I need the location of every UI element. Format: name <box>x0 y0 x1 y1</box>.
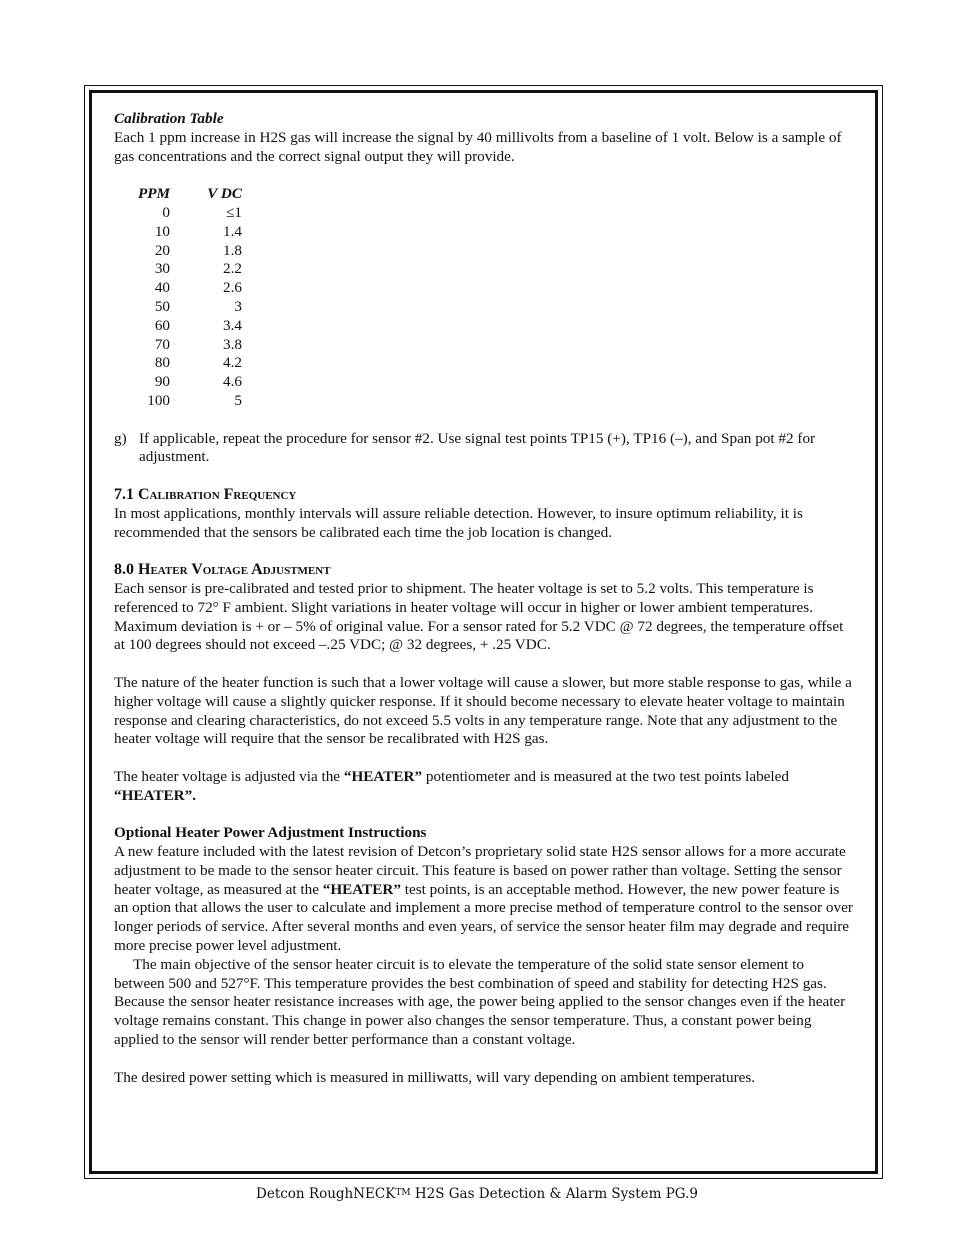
vdc-cell: 3 <box>234 297 242 315</box>
table-row <box>134 242 242 261</box>
ppm-cell: 40 <box>154 279 170 297</box>
table-row <box>134 223 242 242</box>
p3-text-a: The heater voltage is adjusted via the <box>114 767 344 785</box>
opt-p1-text-c: test points, is an acceptable method. However, the new power feature is an option that allows the user to calculate and implement a more precise method of temperature control to the sensor over longer periods of service. After several months and even years, of service the sensor heater film may degrade and require more precise power level adjustment. <box>114 880 853 955</box>
ppm-cell: 70 <box>154 335 170 353</box>
page-footer <box>0 1184 954 1204</box>
table-row <box>134 354 242 373</box>
heater-term-2: “HEATER”. <box>114 786 196 804</box>
ppm-cell: 90 <box>154 373 170 391</box>
heater-term-1: “HEATER” <box>343 767 423 785</box>
table-row <box>134 336 242 355</box>
ppm-cell: 100 <box>147 391 170 409</box>
vdc-cell: 4.2 <box>223 354 242 372</box>
table-row <box>134 260 242 279</box>
ppm-cell: 10 <box>154 222 170 240</box>
section-8-0-heading: 8.0 Heater Voltage Adjustment <box>114 561 331 579</box>
section-7-1-heading: 7.1 Calibration Frequency <box>114 485 297 503</box>
ppm-cell: 20 <box>154 241 170 259</box>
footer-suffix: H2S Gas Detection & Alarm System PG.9 <box>410 1186 698 1202</box>
step-g <box>114 430 856 468</box>
vdc-cell: 3.4 <box>223 316 242 334</box>
table-header-vdc: V DC <box>207 185 242 203</box>
calibration-title: Calibration Table <box>114 110 224 127</box>
vdc-cell: 1.4 <box>223 222 242 240</box>
table-header-ppm: PPM <box>137 185 170 203</box>
table-header-row <box>134 185 242 204</box>
optional-paragraph-1 <box>114 843 856 956</box>
section-8-0-paragraph-2: The nature of the heater function is such that a lower voltage will cause a slower, but more stable response to gas, while a higher voltage will cause a slightly quicker response. If it should become necessary to elevate heater voltage to maintain response and clearing characteristics, do not exceed 5.5 volts in any temperature range. Note that any adjustment to the heater voltage will require that the sensor be recalibrated with H2S gas. <box>114 673 852 748</box>
ppm-cell: 30 <box>154 260 170 278</box>
section-8-0-paragraph-1: Each sensor is pre-calibrated and tested prior to shipment. The heater voltage is set to 5.2 volts. This temperature is referenced to 72° F ambient. Slight variations in heater voltage will occur in higher or lower ambient temperatures. Maximum deviation is + or – 5% of original value. For a sensor rated for 5.2 VDC @ 72 degrees, the temperature offset at 100 degrees should not exceed –.25 VDC; @ 32 degrees, + .25 VDC. <box>114 579 844 654</box>
table-row <box>134 392 242 411</box>
footer-trademark: TM <box>395 1188 411 1198</box>
ppm-cell: 80 <box>154 354 170 372</box>
ppm-cell: 50 <box>154 297 170 315</box>
calibration-table <box>134 185 242 411</box>
ppm-cell: 0 <box>162 203 170 221</box>
ppm-cell: 60 <box>154 316 170 334</box>
heater-term-3: “HEATER” <box>322 880 401 898</box>
optional-heading: Optional Heater Power Adjustment Instructions <box>114 824 427 842</box>
calibration-table-body <box>134 204 242 411</box>
section-7-1-body: In most applications, monthly intervals will assure reliable detection. However, to insure optimum reliability, it is recommended that the sensors be calibrated each time the job location is changed. <box>114 504 803 541</box>
vdc-cell: 3.8 <box>223 335 242 353</box>
opt-p1-text-a: A new feature included with the latest revision of Detcon’s proprietary solid state H2S sensor allows for a more accurate adjustment to be made to the sensor heater circuit. This feature is based on power rather than voltage. Setting the sensor heater voltage, as measured at the <box>114 843 846 898</box>
optional-paragraph-3: The desired power setting which is measured in milliwatts, will vary depending on ambient temperatures. <box>114 1068 756 1086</box>
step-g-label: g) <box>114 429 127 447</box>
table-row <box>134 373 242 392</box>
table-row <box>134 204 242 223</box>
footer-prefix: Detcon RoughNECK <box>256 1186 396 1202</box>
table-row <box>134 298 242 317</box>
vdc-cell: 1.8 <box>223 241 242 259</box>
page-content <box>114 110 856 1087</box>
p3-text-c: potentiometer and is measured at the two test points labeled <box>422 767 789 785</box>
vdc-cell: 4.6 <box>223 373 242 391</box>
section-8-0-paragraph-3 <box>114 768 856 806</box>
vdc-cell: 2.6 <box>223 279 242 297</box>
optional-paragraph-2: The main objective of the sensor heater circuit is to elevate the temperature of the solid state sensor element to between 500 and 527°F. This temperature provides the best combination of speed and stability for detecting H2S gas. Because the sensor heater resistance increases with age, the power being applied to the sensor changes even if the heater voltage remains constant. This change in power also changes the sensor temperature. Thus, a constant power being applied to the sensor will render better performance than a constant voltage. <box>114 955 846 1049</box>
table-row <box>134 279 242 298</box>
table-row <box>134 317 242 336</box>
vdc-cell: 2.2 <box>223 260 242 278</box>
step-g-text: If applicable, repeat the procedure for sensor #2. Use signal test points TP15 (+), TP16 (–), and Span pot #2 for adjustment. <box>139 429 816 466</box>
vdc-cell: 5 <box>234 391 242 409</box>
vdc-cell: ≤1 <box>226 203 242 221</box>
calibration-intro: Each 1 ppm increase in H2S gas will increase the signal by 40 millivolts from a baseline of 1 volt. Below is a sample of gas concentrations and the correct signal output they will provide. <box>114 128 842 165</box>
